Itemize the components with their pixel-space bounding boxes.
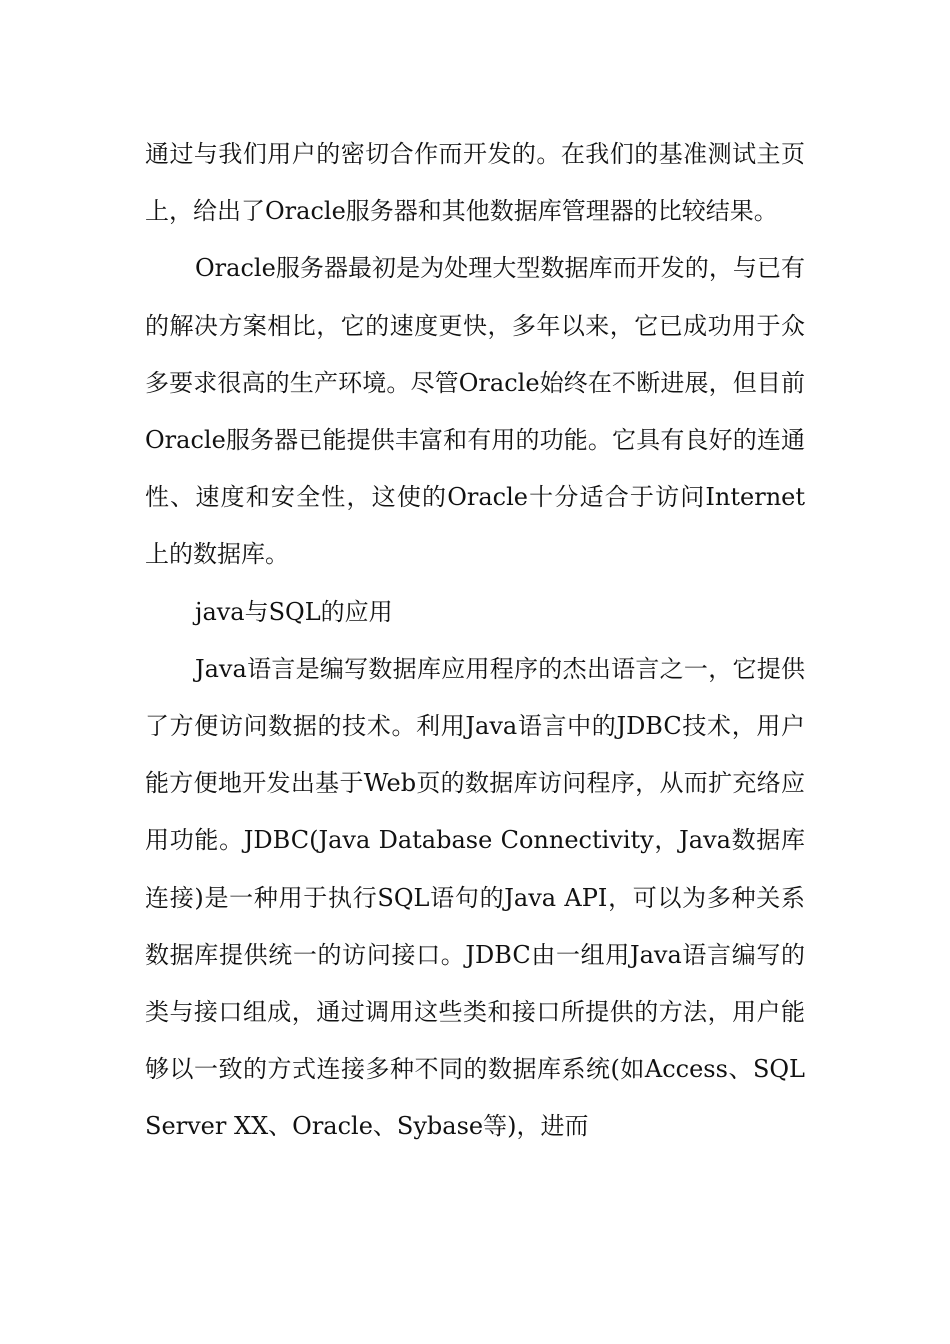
paragraph-oracle-server: Oracle服务器最初是为处理大型数据库而开发的，与已有的解决方案相比，它的速度更快，多年以来，它已成功用于众多要求很高的生产环境。尽管Oracle始终在不断进展，但目前Oracle服务器已能提供丰富和有用的功能。它具有良好的连通性、速度和安全性，这使的Oracle十分适合于访问Internet上的数据库。 — [145, 254, 805, 569]
document-body — [145, 126, 805, 1156]
section-heading-java-sql: java与SQL的应用 — [195, 597, 393, 626]
paragraph-java-jdbc: Java语言是编写数据库应用程序的杰出语言之一，它提供了方便访问数据的技术。利用Java语言中的JDBC技术，用户能方便地开发出基于Web页的数据库访问程序，从而扩充络应用功能。JDBC(Java Database Connectivity，Java数据库连接)是一种用于执行SQL语句的Java API，可以为多种关系数据库提供统一的访问接口。JDBC由一组用Java语言编写的类与接口组成，通过调用这些类和接口所提供的方法，用户能够以一致的方式连接多种不同的数据库系统(如Access、SQL Server XX、Oracle、Sybase等)，进而 — [145, 654, 805, 1141]
paragraph-continuation: 通过与我们用户的密切合作而开发的。在我们的基准测试主页上，给出了Oracle服务器和其他数据库管理器的比较结果。 — [145, 140, 805, 226]
